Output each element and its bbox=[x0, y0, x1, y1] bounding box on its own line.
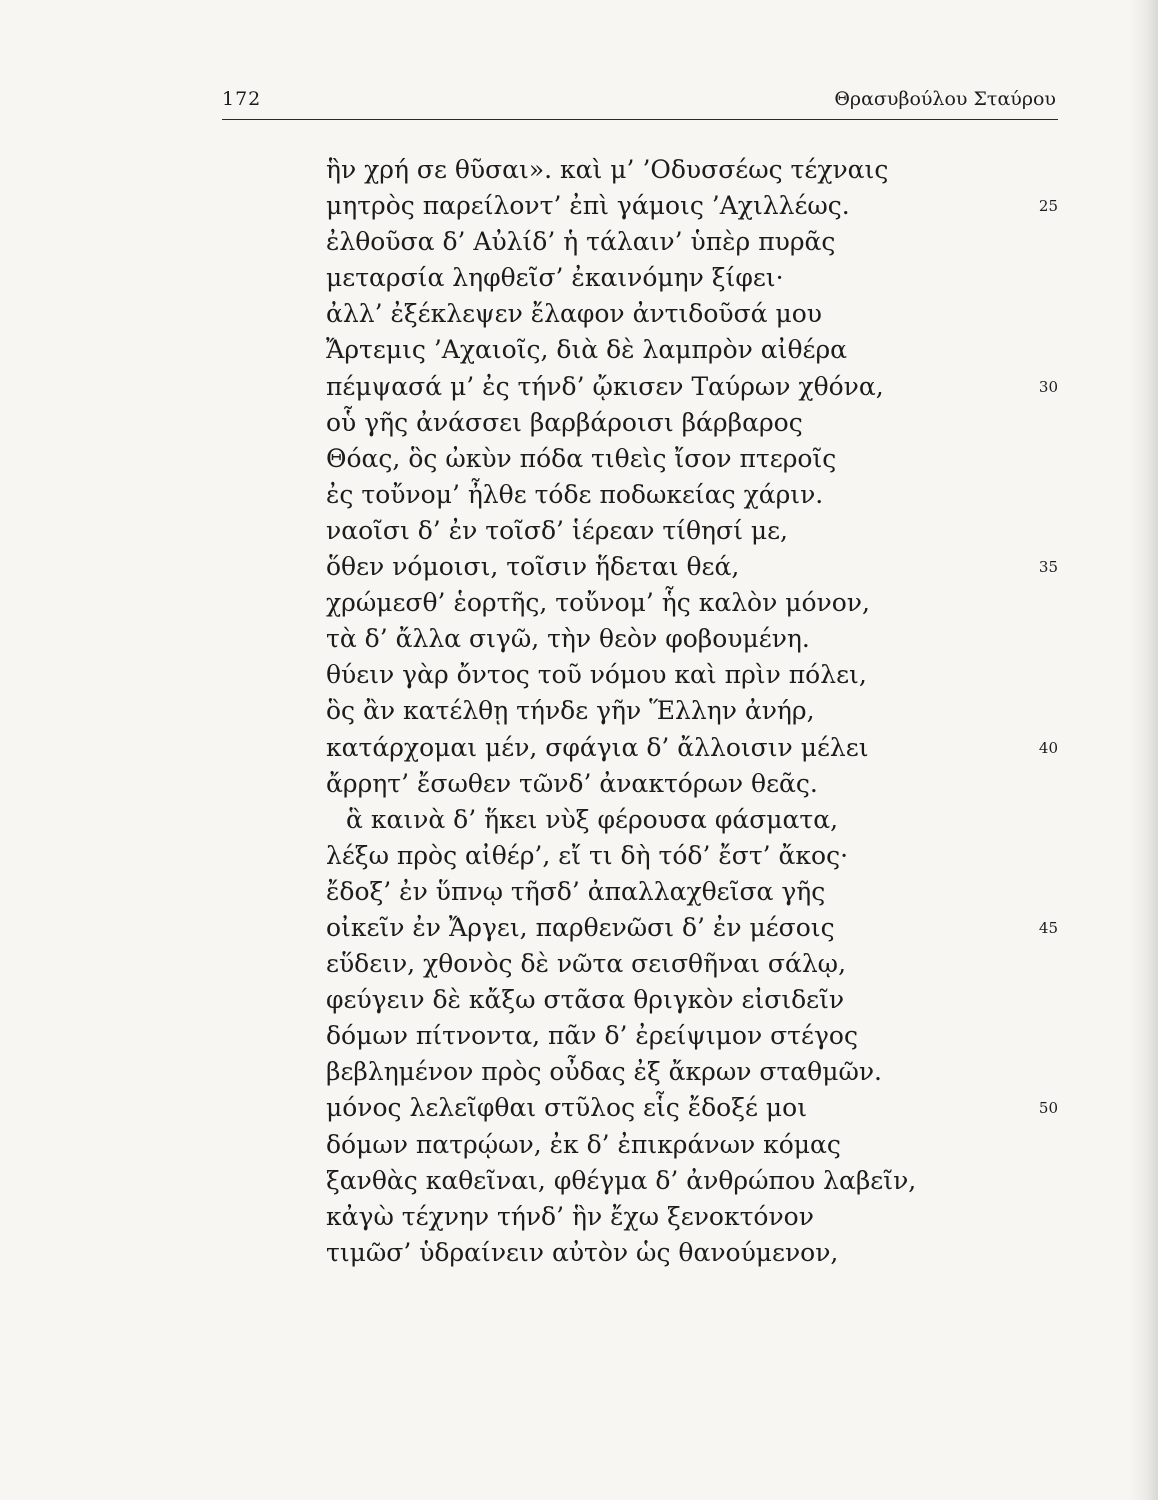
verse-line-text: φεύγειν δὲ κἄξω στᾶσα θριγκὸν εἰσιδεῖν bbox=[326, 985, 845, 1015]
verse-line bbox=[326, 477, 1058, 513]
verse-line-text: ἃ καινὰ δ’ ἥκει νὺξ φέρουσα φάσματα, bbox=[346, 804, 839, 834]
verse-line-text: Ἄρτεμις ’Αχαιοῖς, διὰ δὲ λαμπρὸν αἰθέρα bbox=[326, 335, 848, 365]
verse-line bbox=[326, 1163, 1058, 1199]
line-number: 50 bbox=[1038, 1099, 1058, 1118]
verse-line bbox=[326, 1018, 1058, 1054]
verse-line-text: ἀλλ’ ἐξέκλεψεν ἔλαφον ἀντιδοῦσά μου bbox=[326, 299, 822, 329]
verse-line bbox=[326, 982, 1058, 1018]
verse-line-text: θύειν γὰρ ὄντος τοῦ νόμου καὶ πρὶν πόλει, bbox=[326, 660, 867, 690]
verse-line-text: ἣν χρή σε θῦσαι». καὶ μ’ ’Οδυσσέως τέχναις bbox=[326, 155, 889, 184]
verse-block bbox=[326, 152, 1058, 1271]
verse-line bbox=[326, 188, 1058, 224]
verse-line bbox=[326, 1235, 1058, 1271]
verse-line bbox=[326, 369, 1058, 405]
verse-line-text: κἀγὼ τέχνην τήνδ’ ἣν ἔχω ξενοκτόνον bbox=[326, 1201, 814, 1231]
verse-line-text: ἔδοξ’ ἐν ὕπνῳ τῆσδ’ ἀπαλλαχθεῖσα γῆς bbox=[326, 876, 826, 906]
verse-line bbox=[326, 874, 1058, 910]
line-number: 35 bbox=[1038, 558, 1058, 577]
verse-line-text: πέμψασά μ’ ἐς τήνδ’ ᾤκισεν Ταύρων χθόνα, bbox=[326, 371, 884, 401]
verse-line bbox=[326, 910, 1058, 946]
verse-line-text: χρώμεσθ’ ἑορτῆς, τοὔνομ’ ἧς καλὸν μόνον, bbox=[326, 588, 870, 618]
verse-line bbox=[326, 513, 1058, 549]
verse-line bbox=[326, 332, 1058, 368]
verse-line bbox=[326, 730, 1058, 766]
verse-line bbox=[326, 296, 1058, 332]
verse-line-text: βεβλημένον πρὸς οὖδας ἐξ ἄκρων σταθμῶν. bbox=[326, 1057, 883, 1087]
verse-line bbox=[326, 224, 1058, 260]
verse-line bbox=[326, 152, 1058, 188]
verse-line-text: Θόας, ὃς ὠκὺν πόδα τιθεὶς ἴσον πτεροῖς bbox=[326, 443, 837, 473]
verse-line-text: οἰκεῖν ἐν Ἄργει, παρθενῶσι δ’ ἐν μέσοις bbox=[326, 912, 835, 942]
verse-line-text: οὗ γῆς ἀνάσσει βαρβάροισι βάρβαρος bbox=[326, 407, 803, 437]
verse-line bbox=[326, 260, 1058, 296]
verse-line bbox=[326, 1054, 1058, 1090]
verse-line bbox=[326, 657, 1058, 693]
page-header bbox=[222, 88, 1058, 114]
verse-line-text: ὃς ἂν κατέλθῃ τήνδε γῆν Ἕλλην ἀνήρ, bbox=[326, 696, 815, 726]
header-rule bbox=[222, 119, 1058, 120]
verse-line-text: λέξω πρὸς αἰθέρ’, εἴ τι δὴ τόδ’ ἔστ’ ἄκος· bbox=[326, 840, 849, 870]
verse-line-text: ξανθὰς καθεῖναι, φθέγμα δ’ ἀνθρώπου λαβεῖν, bbox=[326, 1165, 917, 1195]
verse-line bbox=[326, 693, 1058, 729]
verse-line bbox=[326, 802, 1058, 838]
verse-line-text: τὰ δ’ ἄλλα σιγῶ, τὴν θεὸν φοβουμένη. bbox=[326, 624, 810, 654]
verse-line-text: μόνος λελεῖφθαι στῦλος εἷς ἔδοξέ μοι bbox=[326, 1093, 808, 1123]
verse-line bbox=[326, 621, 1058, 657]
verse-line bbox=[326, 1127, 1058, 1163]
running-title: Θρασυβούλου Σταύρου bbox=[834, 88, 1056, 110]
verse-line bbox=[326, 441, 1058, 477]
verse-line-text: ναοῖσι δ’ ἐν τοῖσδ’ ἱέρεαν τίθησί με, bbox=[326, 515, 788, 545]
line-number: 40 bbox=[1038, 738, 1058, 757]
verse-line bbox=[326, 1199, 1058, 1235]
verse-line-text: τιμῶσ’ ὑδραίνειν αὐτὸν ὡς θανούμενον, bbox=[326, 1237, 839, 1267]
verse-line-text: κατάρχομαι μέν, σφάγια δ’ ἄλλοισιν μέλει bbox=[326, 732, 869, 762]
verse-line bbox=[326, 405, 1058, 441]
verse-line-text: ἄρρητ’ ἔσωθεν τῶνδ’ ἀνακτόρων θεᾶς. bbox=[326, 768, 818, 798]
verse-line-text: δόμων πατρῴων, ἐκ δ’ ἐπικράνων κόμας bbox=[326, 1129, 841, 1159]
line-number: 45 bbox=[1038, 918, 1058, 937]
verse-line bbox=[326, 585, 1058, 621]
verse-line bbox=[326, 1090, 1058, 1126]
verse-line-text: ἐλθοῦσα δ’ Αὐλίδ’ ἡ τάλαιν’ ὑπὲρ πυρᾶς bbox=[326, 227, 836, 257]
verse-line-text: μεταρσία ληφθεῖσ’ ἐκαινόμην ξίφει· bbox=[326, 263, 784, 293]
page-edge-shadow bbox=[1130, 0, 1158, 1500]
page-number: 172 bbox=[222, 88, 262, 110]
line-number: 25 bbox=[1038, 197, 1058, 216]
line-number: 30 bbox=[1038, 377, 1058, 396]
verse-line bbox=[326, 838, 1058, 874]
verse-line bbox=[326, 946, 1058, 982]
verse-line-text: εὕδειν, χθονὸς δὲ νῶτα σεισθῆναι σάλῳ, bbox=[326, 949, 847, 979]
verse-line-text: ἐς τοὔνομ’ ἦλθε τόδε ποδωκείας χάριν. bbox=[326, 479, 824, 509]
verse-line-text: δόμων πίτνοντα, πᾶν δ’ ἐρείψιμον στέγος bbox=[326, 1021, 858, 1051]
verse-line-text: μητρὸς παρείλοντ’ ἐπὶ γάμοις ’Αχιλλέως. bbox=[326, 191, 850, 221]
verse-line-text: ὅθεν νόμοισι, τοῖσιν ἥδεται θεά, bbox=[326, 552, 740, 582]
verse-line bbox=[326, 766, 1058, 802]
verse-line bbox=[326, 549, 1058, 585]
